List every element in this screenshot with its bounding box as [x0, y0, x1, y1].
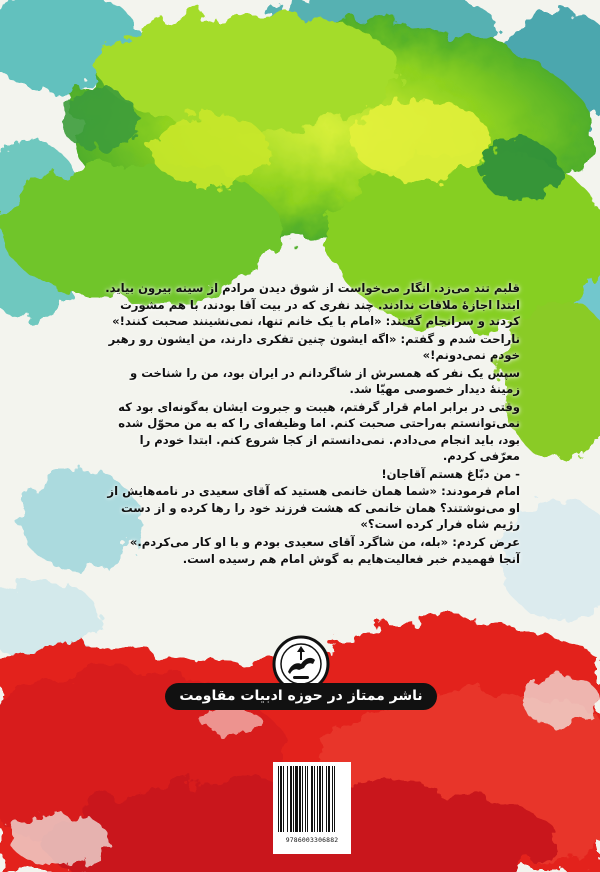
- isbn-barcode: [273, 762, 351, 854]
- barcode-bar: [317, 766, 318, 832]
- barcode-bar: [293, 766, 294, 832]
- barcode-bar: [278, 766, 279, 832]
- paragraph: قلبم تند می‌زد. انگار می‌خواست از شوق دیدن مرادم از سینه بیرون بیاید. ابتدا اجازهٔ ملاقات ندادند. چند نفری که در بیت آقا بودند، با هم مشورت کردند و سرانجام گفتند: «امام با یک خانم تنها، نمی‌نشینند صحبت کنند!»: [105, 281, 520, 328]
- barcode-bar: [332, 766, 333, 832]
- barcode-bar: [326, 766, 327, 832]
- paragraph: عرض کردم: «بله، من شاگرد آقای سعیدی بودم و با او کار می‌کردم.»: [129, 534, 520, 549]
- barcode-bar: [314, 766, 315, 832]
- barcode-bar: [302, 766, 303, 832]
- barcode-bar: [334, 766, 335, 832]
- barcode-bar: [328, 766, 330, 832]
- barcode-bar: [319, 766, 321, 832]
- isbn-digits: 9786003306882: [285, 836, 339, 844]
- barcode-bar: [307, 766, 308, 832]
- paragraph: سپس یک نفر که همسرش از شاگردانم در ایران بود، من را شناخت و زمینهٔ دیدار خصوصی مهیّا شد.: [129, 365, 520, 396]
- barcode-bar: [287, 766, 288, 832]
- paragraph: وقتی در برابر امام قرار گرفتم، هیبت و جبروت ایشان به‌گونه‌ای بود که نمی‌توانستم به‌راحتی صحبت کنم. اما وظیفه‌ای را که به من محوّل شده بود، باید انجام می‌دادم. نمی‌دانستم از کجا شروع کنم. ابتدا خودم را معرّفی کردم.: [118, 399, 520, 463]
- barcode-bar: [311, 766, 313, 832]
- barcode-bar: [280, 766, 282, 832]
- paragraph: امام فرمودند: «شما همان خانمی هستید که آقای سعیدی در نامه‌هایش از او می‌نوشتند؟ همان خانمی که هشت فرزند خود را رها کرده و از دست رژیم شاه فرار کرده است؟»: [107, 484, 520, 531]
- back-cover-excerpt: [96, 280, 520, 569]
- barcode-bar: [322, 766, 323, 832]
- paragraph: - من دبّاغ هستم آقاجان!: [381, 466, 520, 481]
- barcode-bar: [305, 766, 306, 832]
- barcode-bar: [299, 766, 301, 832]
- barcode-bar: [290, 766, 292, 832]
- paragraph: ناراحت شدم و گفتم: «اگه ایشون چنین تفکری دارند، من ایشون رو رهبر خودم نمی‌دونم!»: [108, 331, 520, 362]
- publisher-slogan-banner: ناشر ممتاز در حوزه ادبیات مقاومت: [165, 683, 437, 710]
- paragraph: آنجا فهمیدم خبر فعالیت‌هایم به گوش امام هم رسیده است.: [182, 552, 520, 566]
- barcode-bar: [295, 766, 298, 832]
- barcode-bars: [273, 762, 351, 834]
- barcode-bar: [283, 766, 284, 832]
